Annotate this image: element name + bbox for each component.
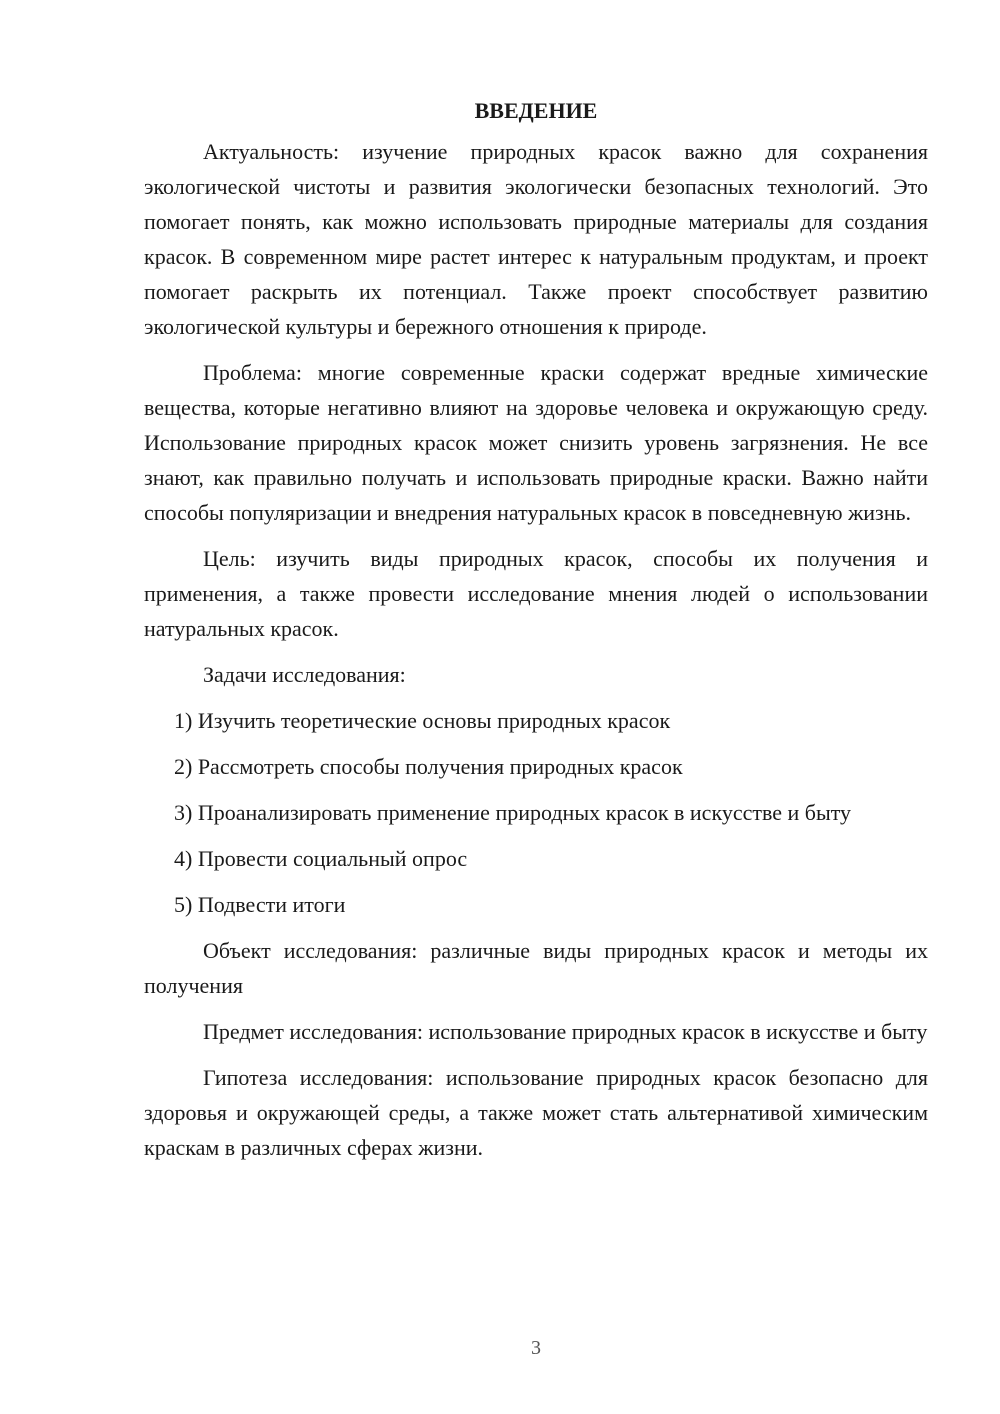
task-item-5: 5) Подвести итоги — [174, 892, 346, 917]
paragraph-hypothesis: Гипотеза исследования: использование природных красок безопасно для здоровья и окружающей среды, а также может стать альтернативой химическим краскам в различных сферах жизни. — [144, 1065, 928, 1160]
page-title: ВВЕДЕНИЕ — [474, 98, 598, 123]
paragraph-goal: Цель: изучить виды природных красок, способы их получения и применения, а также провести исследование мнения людей о использовании натуральных красок. — [144, 546, 928, 641]
paragraph-object: Объект исследования: различные виды природных красок и методы их получения — [144, 938, 928, 998]
paragraph-problem: Проблема: многие современные краски содержат вредные химические вещества, которые негативно влияют на здоровье человека и окружающую среду. Использование природных красок может снизить уровень загрязнения. Не все знают, как правильно получать и использовать природные краски. Важно найти способы популяризации и внедрения натуральных красок в повседневную жизнь. — [144, 360, 928, 525]
page-number: 3 — [531, 1337, 541, 1359]
task-item-4: 4) Провести социальный опрос — [174, 846, 468, 871]
task-item-2: 2) Рассмотреть способы получения природных красок — [174, 754, 683, 779]
paragraph-relevance: Актуальность: изучение природных красок важно для сохранения экологической чистоты и развития экологически безопасных технологий. Это помогает понять, как можно использовать природные материалы для создания красок. В современном мире растет интерес к натуральным продуктам, и проект помогает раскрыть их потенциал. Также проект способствует развитию экологической культуры и бережного отношения к природе. — [144, 139, 928, 339]
document-page — [144, 96, 928, 1176]
paragraph-subject: Предмет исследования: использование природных красок в искусстве и быту — [203, 1019, 928, 1044]
task-item-3: 3) Проанализировать применение природных красок в искусстве и быту — [174, 800, 852, 825]
tasks-heading: Задачи исследования: — [203, 662, 406, 687]
task-item-1: 1) Изучить теоретические основы природных красок — [174, 708, 671, 733]
